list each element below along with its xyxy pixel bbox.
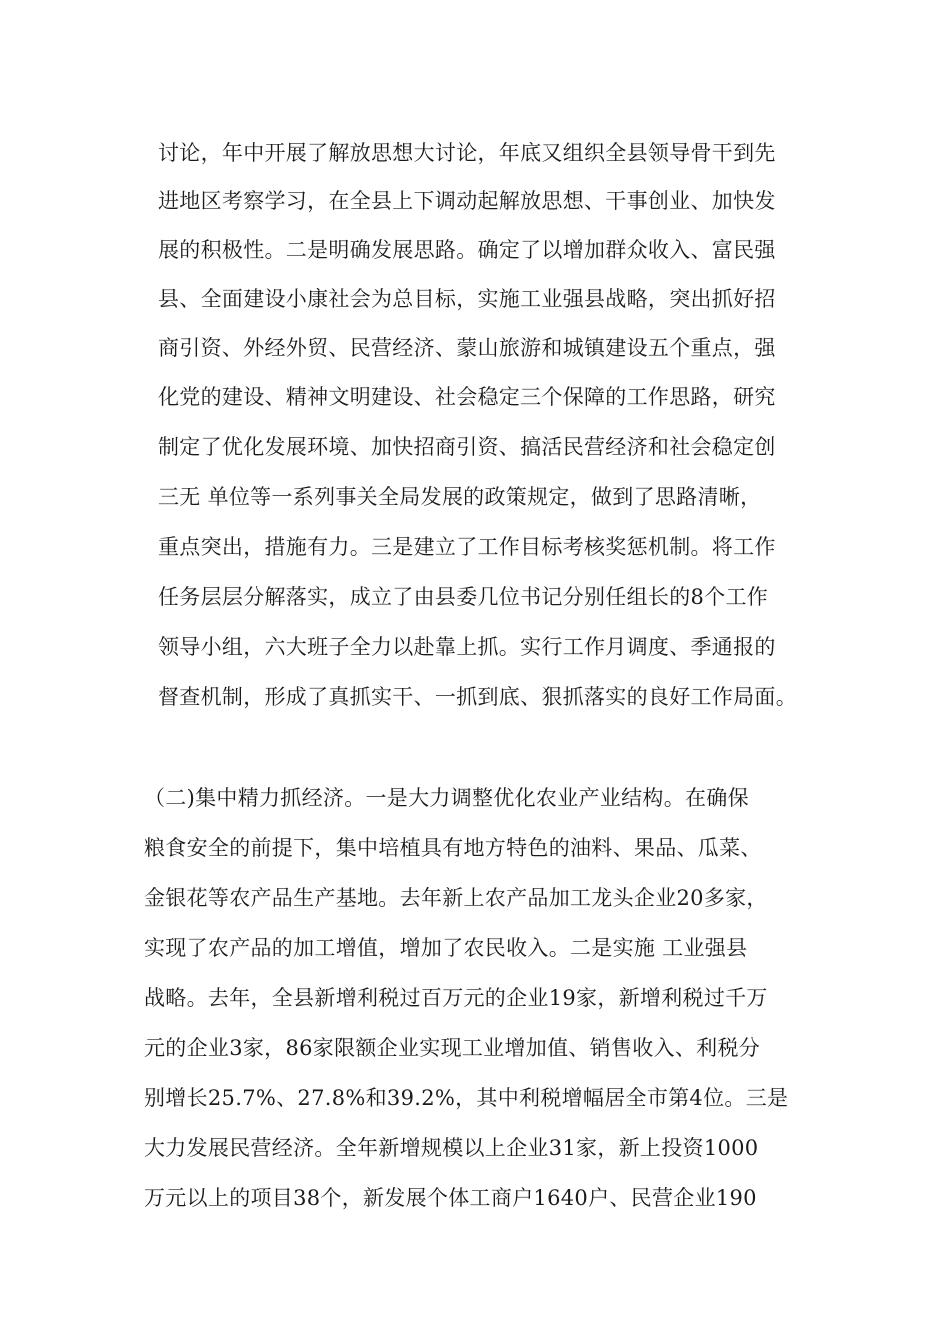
paragraph-2-line-4: 实现了农产品的加工增值，增加了农民收入。二是实施 工业强县: [144, 936, 748, 960]
paragraph-1-line-1: 讨论，年中开展了解放思想大讨论，年底又组织全县领导骨干到先: [158, 141, 776, 165]
paragraph-1-line-5: 商引资、外经外贸、民营经济、蒙山旅游和城镇建设五个重点，强: [158, 336, 776, 360]
paragraph-2-line-8: 大力发展民营经济。全年新增规模以上企业31家，新上投资1000: [144, 1136, 759, 1160]
paragraph-2-line-7: 别增长25.7%、27.8%和39.2%，其中利税增幅居全市第4位。三是: [144, 1086, 789, 1110]
paragraph-1-line-6: 化党的建设、精神文明建设、社会稳定三个保障的工作思路，研究: [158, 385, 776, 409]
paragraph-1-line-2: 进地区考察学习，在全县上下调动起解放思想、干事创业、加快发: [158, 189, 776, 213]
paragraph-2-line-2: 粮食安全的前提下，集中培植具有地方特色的油料、果品、瓜菜、: [144, 836, 762, 860]
paragraph-1-line-7: 制定了优化发展环境、加快招商引资、搞活民营经济和社会稳定创: [158, 435, 776, 459]
paragraph-1-line-3: 展的积极性。二是明确发展思路。确定了以增加群众收入、富民强: [158, 238, 776, 262]
paragraph-1-line-11: 领导小组，六大班子全力以赴靠上抓。实行工作月调度、季通报的: [158, 635, 776, 659]
paragraph-2-line-9: 万元以上的项目38个，新发展个体工商户1640户、民营企业190: [144, 1186, 757, 1210]
paragraph-1-line-8: 三无 单位等一系列事关全局发展的政策规定，做到了思路清晰，: [158, 485, 762, 509]
paragraph-2-line-1: （二)集中精力抓经济。一是大力调整优化农业产业结构。在确保: [144, 786, 749, 810]
paragraph-2-line-5: 战略。去年，全县新增利税过百万元的企业19家，新增利税过千万: [144, 986, 768, 1010]
paragraph-2-line-6: 元的企业3家，86家限额企业实现工业增加值、销售收入、利税分: [144, 1036, 761, 1060]
paragraph-2-line-3: 金银花等农产品生产基地。去年新上农产品加工龙头企业20多家，: [144, 886, 768, 910]
paragraph-1-line-12: 督查机制，形成了真抓实干、一抓到底、狠抓落实的良好工作局面。: [158, 685, 797, 709]
paragraph-1-line-10: 任务层层分解落实，成立了由县委几位书记分别任组长的8个工作: [158, 585, 769, 609]
paragraph-1-line-9: 重点突出，措施有力。三是建立了工作目标考核奖惩机制。将工作: [158, 535, 776, 559]
paragraph-1-line-4: 县、全面建设小康社会为总目标，实施工业强县战略，突出抓好招: [158, 287, 776, 311]
